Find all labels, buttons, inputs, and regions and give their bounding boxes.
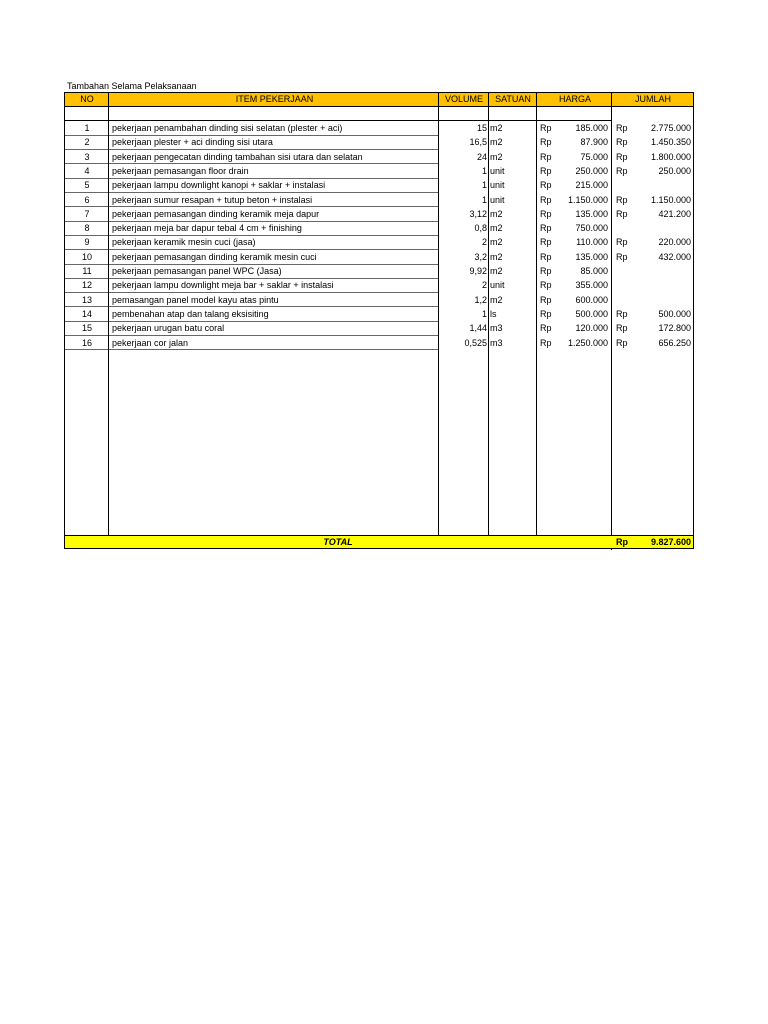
row-no: 6 — [84, 194, 90, 205]
row-jumlah-currency: Rp — [616, 151, 628, 162]
row-harga-currency: Rp — [540, 266, 552, 276]
row-no: 2 — [84, 137, 90, 148]
row-item: pekerjaan pemasangan floor drain — [112, 165, 249, 176]
total-label: TOTAL — [323, 537, 353, 547]
row-satuan: m2 — [490, 251, 503, 262]
row-harga-currency: Rp — [540, 123, 552, 133]
row-harga-currency: Rp — [540, 251, 552, 262]
row-jumlah — [633, 178, 691, 192]
row-item: pekerjaan keramik mesin cuci (jasa) — [112, 237, 256, 248]
row-satuan: m2 — [490, 208, 503, 219]
row-harga: 87.900 — [580, 137, 608, 148]
row-volume: 24 — [476, 151, 487, 162]
row-harga-currency: Rp — [540, 223, 552, 234]
row-harga-currency: Rp — [540, 208, 552, 219]
row-item: pemasangan panel model kayu atas pintu — [112, 294, 279, 305]
row-jumlah-currency: Rp — [616, 194, 628, 205]
row-satuan: unit — [490, 165, 505, 176]
row-harga: 355.000 — [575, 280, 608, 291]
row-satuan: m2 — [490, 223, 503, 234]
row-jumlah — [633, 293, 691, 307]
total-row — [65, 535, 693, 548]
header-no: NO — [80, 94, 94, 104]
row-jumlah — [633, 221, 691, 235]
col-divider — [488, 93, 489, 535]
row-jumlah: 172.800 — [658, 323, 691, 334]
total-currency: Rp — [616, 537, 628, 547]
row-harga: 120.000 — [575, 323, 608, 334]
row-no: 9 — [84, 237, 90, 248]
row-harga: 1.250.000 — [567, 337, 608, 348]
row-item: pekerjaan pemasangan dinding keramik meja dapur — [112, 208, 320, 219]
row-no: 14 — [81, 308, 92, 319]
row-jumlah — [633, 278, 691, 292]
row-volume: 9,92 — [469, 266, 487, 276]
row-no: 4 — [84, 165, 90, 176]
row-satuan: m2 — [490, 294, 503, 305]
row-jumlah: 220.000 — [658, 237, 691, 248]
row-harga-currency: Rp — [540, 308, 552, 319]
row-jumlah: 656.250 — [658, 337, 691, 348]
row-jumlah: 1.450.350 — [650, 137, 691, 148]
row-harga: 250.000 — [575, 165, 608, 176]
row-harga: 500.000 — [575, 308, 608, 319]
row-harga: 110.000 — [576, 237, 608, 248]
row-satuan: m2 — [490, 137, 503, 148]
row-item: pekerjaan lampu downlight kanopi + saklar + instalasi — [112, 180, 326, 191]
row-item: pekerjaan sumur resapan + tutup beton + instalasi — [112, 194, 313, 205]
work-items-table — [64, 92, 694, 549]
row-satuan: m2 — [490, 123, 503, 133]
row-satuan: m2 — [490, 151, 503, 162]
row-jumlah: 2.775.000 — [650, 123, 691, 133]
row-harga: 135.000 — [575, 251, 608, 262]
row-volume: 0,525 — [464, 337, 487, 348]
row-harga-currency: Rp — [540, 194, 552, 205]
row-item: pekerjaan penambahan dinding sisi selatan (plester + aci) — [112, 123, 343, 133]
row-item: pekerjaan urugan batu coral — [112, 323, 225, 334]
row-divider — [65, 349, 439, 350]
row-volume: 16,5 — [469, 137, 487, 148]
row-item: pekerjaan lampu downlight meja bar + saklar + instalasi — [112, 280, 334, 291]
header-harga: HARGA — [558, 94, 591, 104]
row-no: 15 — [81, 323, 92, 334]
row-harga-currency: Rp — [540, 180, 552, 191]
row-harga-currency: Rp — [540, 237, 552, 248]
row-volume: 2 — [481, 237, 487, 248]
header-volume: VOLUME — [444, 94, 483, 104]
row-no: 13 — [81, 294, 92, 305]
row-jumlah: 432.000 — [658, 251, 691, 262]
row-jumlah-currency: Rp — [616, 251, 628, 262]
total-value: 9.827.600 — [650, 537, 691, 547]
row-harga-currency: Rp — [540, 165, 552, 176]
row-satuan: m2 — [490, 237, 503, 248]
row-jumlah: 250.000 — [658, 165, 691, 176]
row-jumlah: 500.000 — [658, 308, 691, 319]
row-harga: 185.000 — [575, 123, 608, 133]
row-item: pekerjaan plester + aci dinding sisi utara — [112, 137, 273, 148]
row-no: 10 — [81, 251, 92, 262]
row-volume: 1 — [481, 194, 487, 205]
row-harga: 85.000 — [580, 266, 608, 276]
row-harga: 215.000 — [575, 180, 608, 191]
row-satuan: m3 — [490, 323, 503, 334]
row-satuan: unit — [490, 194, 505, 205]
header-satuan: SATUAN — [495, 94, 531, 104]
row-volume: 1 — [481, 165, 487, 176]
row-satuan: unit — [490, 280, 505, 291]
row-jumlah-currency: Rp — [616, 165, 628, 176]
row-harga-currency: Rp — [540, 337, 552, 348]
row-jumlah — [633, 264, 691, 278]
row-volume: 15 — [476, 123, 487, 133]
row-volume: 3,12 — [469, 208, 487, 219]
row-harga-currency: Rp — [540, 151, 552, 162]
row-jumlah: 421.200 — [658, 208, 691, 219]
header-item: ITEM PEKERJAAN — [235, 94, 314, 104]
row-volume: 2 — [481, 280, 487, 291]
row-harga-currency: Rp — [540, 137, 552, 148]
row-harga: 600.000 — [575, 294, 608, 305]
row-volume: 1,44 — [469, 323, 487, 334]
row-no: 1 — [84, 123, 90, 133]
row-item: pembenahan atap dan talang eksisiting — [112, 308, 269, 319]
row-harga-currency: Rp — [540, 294, 552, 305]
row-item: pekerjaan pengecatan dinding tambahan sisi utara dan selatan — [112, 151, 363, 162]
col-divider — [536, 93, 537, 535]
row-volume: 3,2 — [474, 251, 487, 262]
row-jumlah-currency: Rp — [616, 137, 628, 148]
row-satuan: unit — [490, 180, 505, 191]
table-header — [65, 93, 693, 107]
row-jumlah: 1.800.000 — [650, 151, 691, 162]
row-no: 3 — [84, 151, 90, 162]
col-divider — [611, 93, 612, 550]
row-item: pekerjaan meja bar dapur tebal 4 cm + finishing — [112, 223, 302, 234]
row-no: 12 — [81, 280, 92, 291]
row-volume: 1 — [481, 308, 487, 319]
row-no: 8 — [84, 223, 90, 234]
row-satuan: m2 — [490, 266, 503, 276]
row-no: 7 — [84, 208, 90, 219]
row-jumlah: 1.150.000 — [650, 194, 691, 205]
row-harga: 135.000 — [575, 208, 608, 219]
row-volume: 1 — [481, 180, 487, 191]
row-harga: 750.000 — [575, 223, 608, 234]
row-harga: 75.000 — [580, 151, 608, 162]
row-no: 16 — [81, 337, 92, 348]
row-jumlah-currency: Rp — [616, 237, 628, 248]
row-jumlah-currency: Rp — [616, 323, 628, 334]
row-jumlah-currency: Rp — [616, 337, 628, 348]
sheet-title: Tambahan Selama Pelaksanaan — [67, 81, 197, 91]
header-jumlah: JUMLAH — [634, 94, 671, 104]
row-item: pekerjaan pemasangan dinding keramik mesin cuci — [112, 251, 317, 262]
row-harga-currency: Rp — [540, 323, 552, 334]
row-item: pekerjaan pemasangan panel WPC (Jasa) — [112, 266, 282, 276]
row-no: 5 — [84, 180, 90, 191]
row-jumlah-currency: Rp — [616, 123, 628, 133]
row-volume: 1,2 — [474, 294, 487, 305]
row-harga-currency: Rp — [540, 280, 552, 291]
row-jumlah-currency: Rp — [616, 208, 628, 219]
row-no: 11 — [82, 266, 92, 276]
row-item: pekerjaan cor jalan — [112, 337, 189, 348]
row-satuan: m3 — [490, 337, 503, 348]
row-satuan: ls — [490, 308, 497, 319]
row-harga: 1.150.000 — [567, 194, 608, 205]
row-volume: 0,8 — [474, 223, 487, 234]
row-jumlah-currency: Rp — [616, 308, 628, 319]
